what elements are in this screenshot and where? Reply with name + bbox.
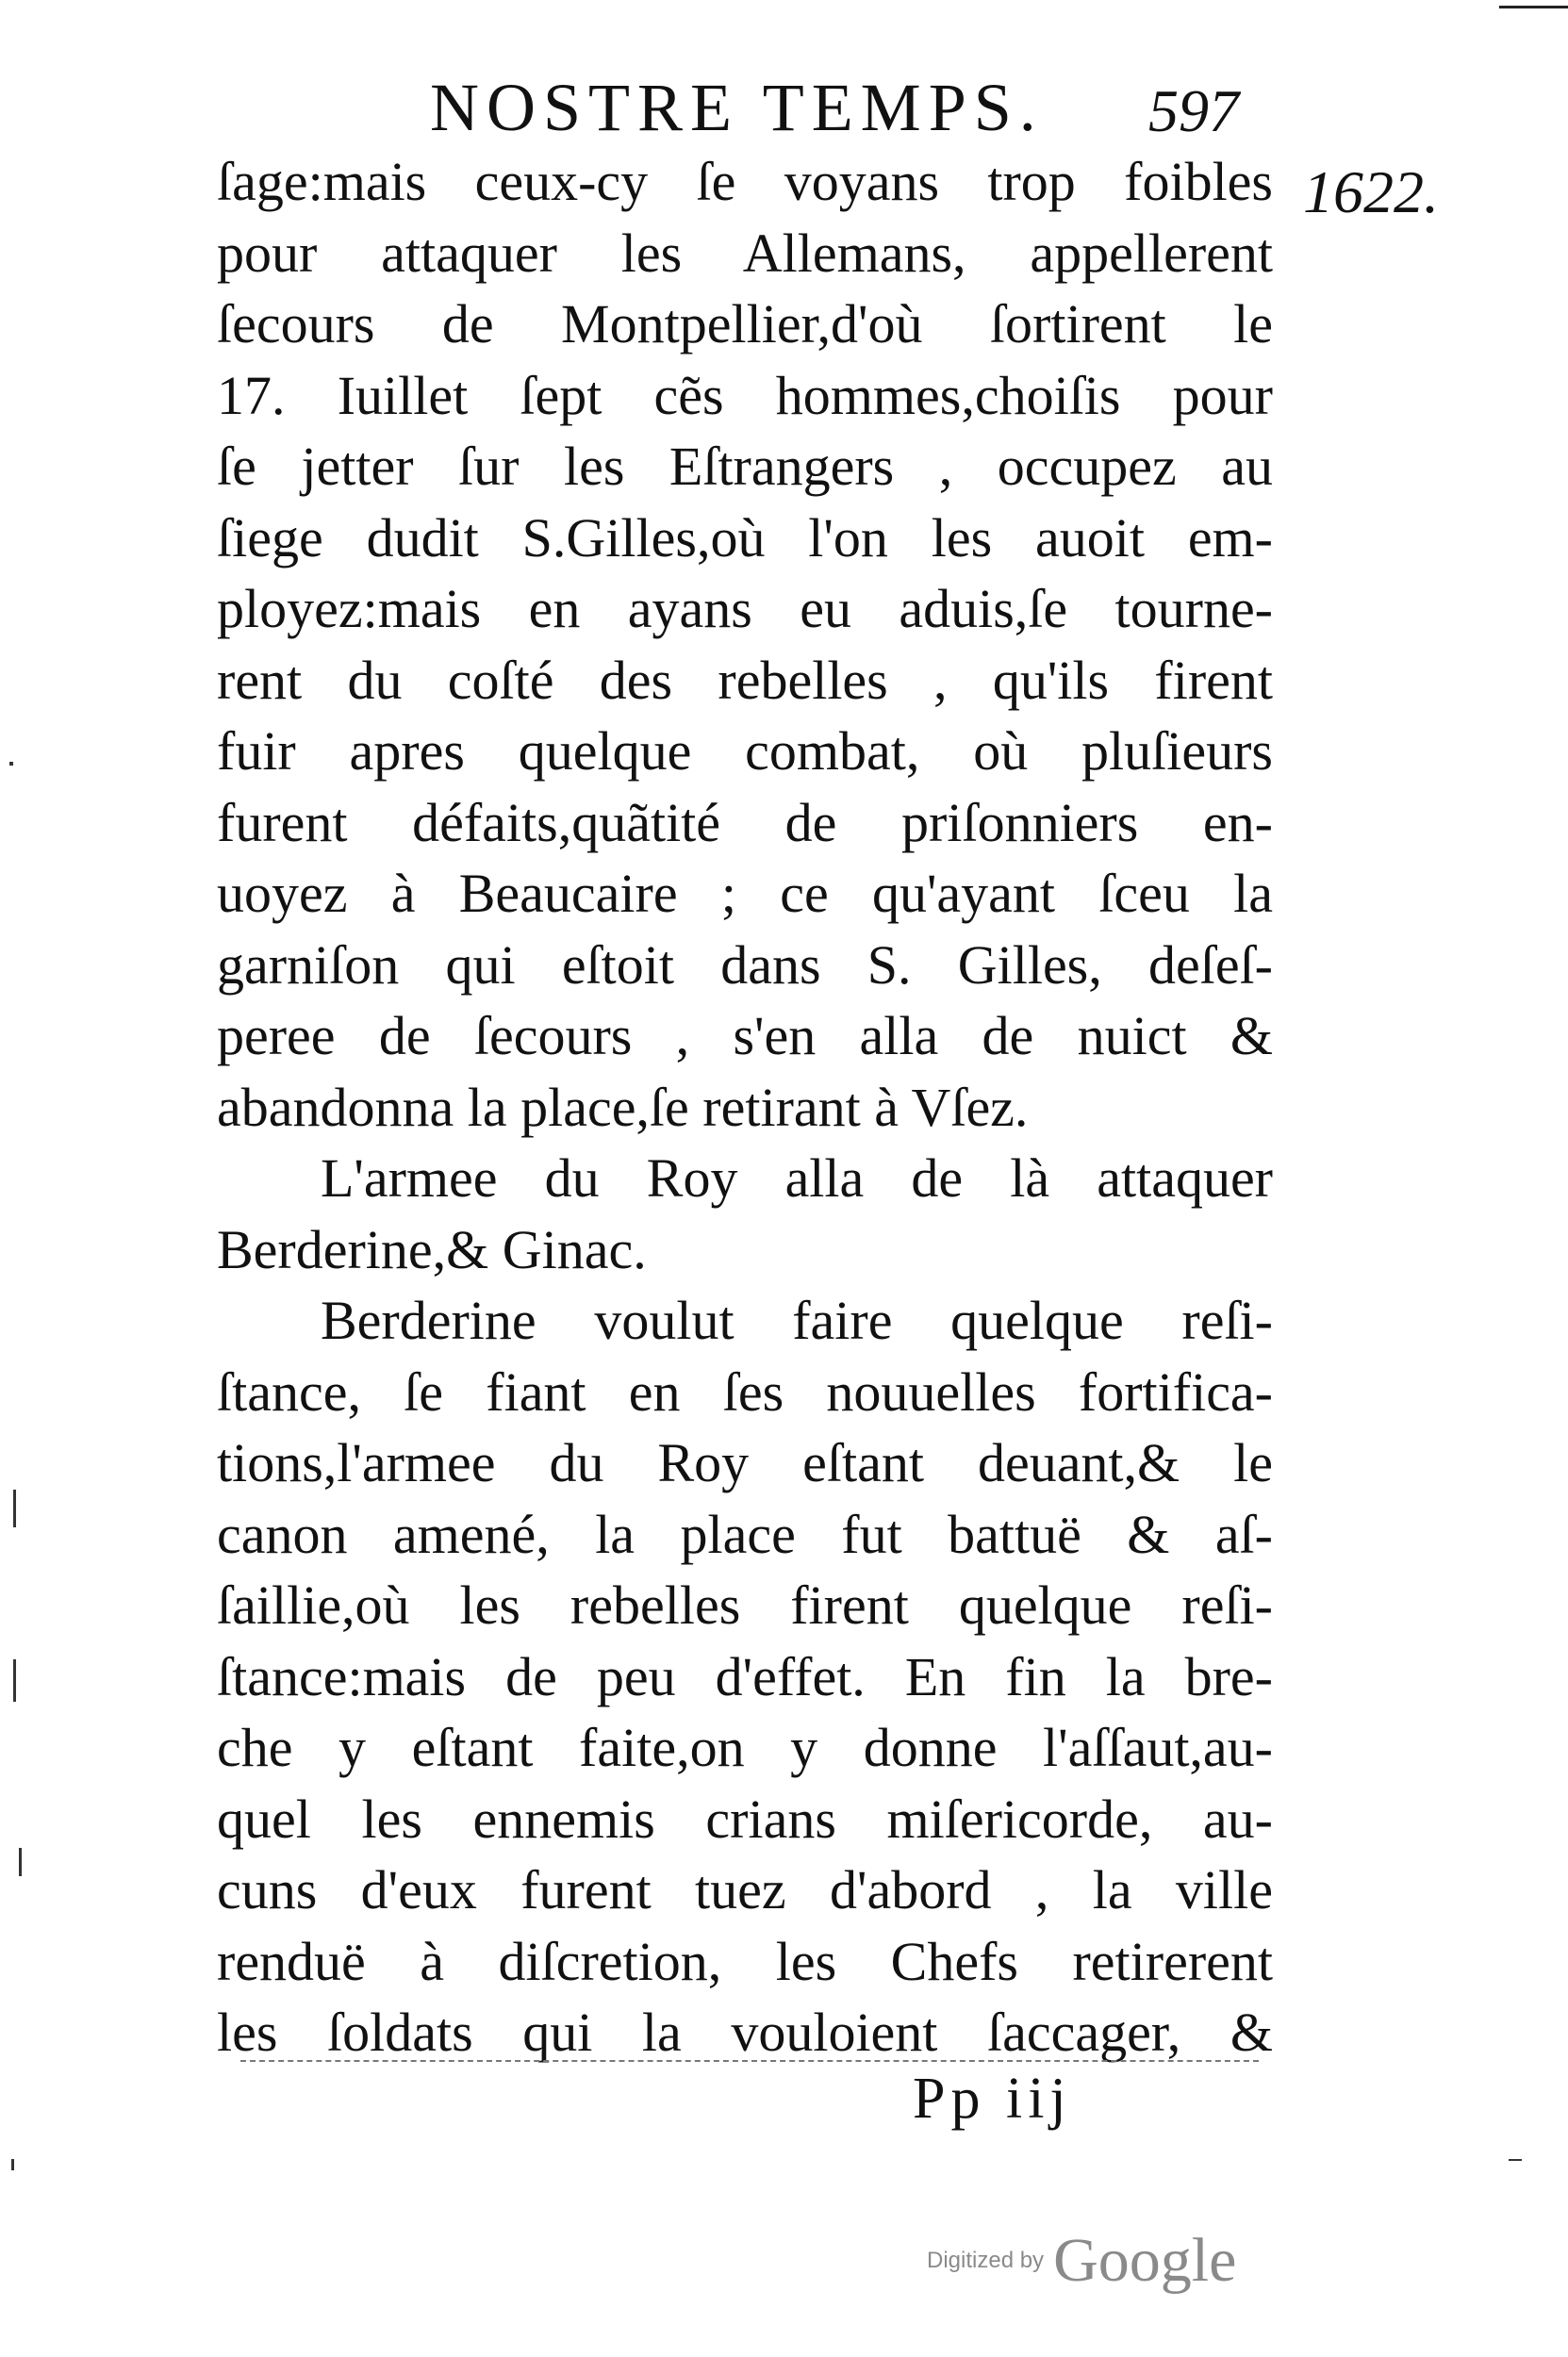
signature-mark: Pp iij: [913, 2067, 1072, 2131]
scan-speck: [11, 2159, 14, 2170]
watermark-prefix: Digitized by: [927, 2248, 1045, 2273]
text-line: ſtance, ſe fiant en ſes nouuelles fortifica-: [217, 1360, 1273, 1423]
scan-speck: [13, 1659, 16, 1702]
text-line: garniſon qui eſtoit dans S. Gilles, deſeſ-: [217, 933, 1273, 996]
text-line: ſtance:mais de peu d'effet. En fin la bre-: [217, 1645, 1273, 1707]
body-text: [217, 146, 1273, 2069]
text-line: ſiege dudit S.Gilles,où l'on les auoit em-: [217, 506, 1273, 569]
text-line: ployez:mais en ayans eu aduis,ſe tourne-: [217, 578, 1273, 639]
text-line: Berderine voulut faire quelque reſi-: [321, 1290, 1273, 1351]
text-line: fuir apres quelque combat, où pluſieurs: [217, 720, 1273, 782]
text-line: L'armee du Roy alla de là attaquer: [321, 1147, 1273, 1209]
margin-year-note: 1622.: [1303, 158, 1439, 225]
text-line: tions,l'armee du Roy eſtant deuant,& le: [217, 1432, 1273, 1493]
page-edge-rule: [1499, 6, 1568, 8]
text-line: rent du coſté des rebelles , qu'ils firent: [217, 649, 1273, 711]
text-line: che y eſtant faite,on y donne l'aſſaut,au-: [217, 1717, 1273, 1778]
text-line: quel les ennemis crians miſericorde, au-: [217, 1788, 1273, 1850]
text-line: uoyez à Beaucaire ; ce qu'ayant ſceu la: [217, 863, 1273, 924]
text-line: ſage:mais ceux-cy ſe voyans trop foibles: [217, 151, 1273, 212]
scan-speck: [1509, 2159, 1522, 2161]
text-line: pour attaquer les Allemans, appellerent: [217, 222, 1273, 284]
text-line: Berderine,& Ginac.: [217, 1218, 647, 1280]
text-line: furent défaits,quãtité de priſonniers en-: [217, 791, 1273, 853]
text-line: ſe jetter ſur les Eſtrangers , occupez au: [217, 436, 1273, 497]
scan-speck: [13, 1490, 16, 1527]
text-line: 17. Iuillet ſept cẽs hommes,choiſis pour: [217, 364, 1273, 426]
watermark-brand: Google: [1053, 2226, 1237, 2295]
page-number: 597: [1148, 77, 1239, 144]
digitized-watermark: [927, 2225, 1236, 2297]
text-line: peree de ſecours , s'en alla de nuict &: [217, 1005, 1273, 1066]
text-line: les ſoldats qui la vouloient ſaccager, &: [217, 2002, 1273, 2063]
text-line: canon amené, la place fut battuë & aſ-: [217, 1503, 1273, 1565]
text-line: renduë à diſcretion, les Chefs retirerent: [217, 1930, 1273, 1992]
text-line: ſecours de Montpellier,d'où ſortirent le: [217, 293, 1273, 354]
scan-speck: [19, 1848, 22, 1876]
scan-speck: [9, 762, 13, 766]
running-title: NOSTRE TEMPS.: [430, 70, 1044, 145]
text-line: cuns d'eux furent tuez d'abord , la ville: [217, 1859, 1273, 1920]
text-line: abandonna la place,ſe retirant à Vſez.: [217, 1076, 1029, 1138]
text-line: ſaillie,où les rebelles firent quelque reſi-: [217, 1574, 1273, 1636]
footer-rule: [240, 2060, 1259, 2062]
